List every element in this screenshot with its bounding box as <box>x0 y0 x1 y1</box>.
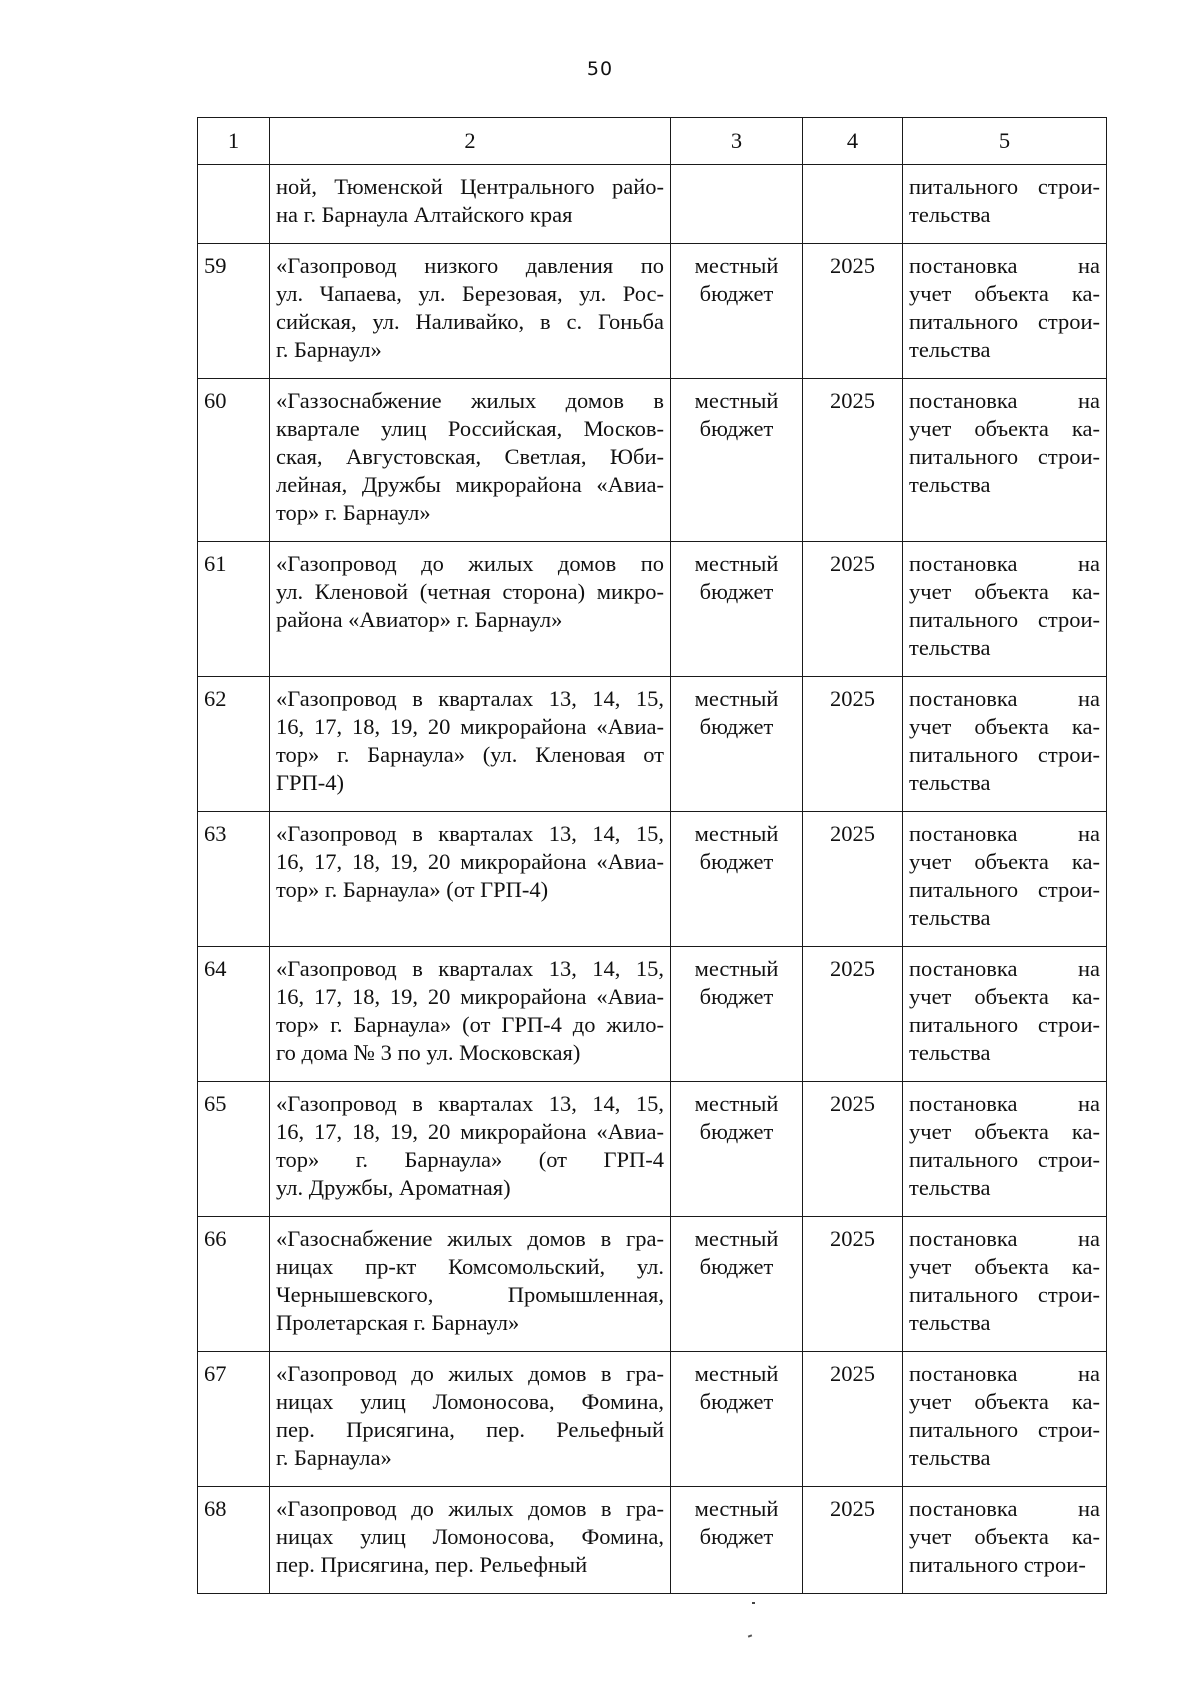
table-row <box>198 1487 1107 1594</box>
cell-line: тельства <box>909 337 991 362</box>
cell-line: тельства <box>909 905 991 930</box>
cell-line: ул. Кленовой (четная сторона) микро- <box>276 579 664 604</box>
cell-line: пер. Присягина, пер. Рельефный <box>276 1552 588 1577</box>
cell-line: ГРП-4) <box>276 770 345 795</box>
cell-line: бюджет <box>699 416 774 441</box>
row-number: 65 <box>198 1082 270 1217</box>
cell-line: «Газопровод до жилых домов по <box>276 551 664 576</box>
expected-result <box>903 379 1107 542</box>
funding-source <box>671 1352 803 1487</box>
expected-result <box>903 1487 1107 1594</box>
cell-line: питального строи- <box>909 877 1100 902</box>
cell-line: учет объекта ка- <box>909 984 1100 1009</box>
cell-line: постановка на <box>909 1226 1100 1251</box>
cell-line: бюджет <box>699 849 774 874</box>
cell-line: тор» г. Барнаула» (от ГРП-4 до жило- <box>276 1012 664 1037</box>
cell-line: на г. Барнаула Алтайского края <box>276 202 573 227</box>
cell-line: учет объекта ка- <box>909 714 1100 739</box>
cell-line: ул. Дружбы, Ароматная) <box>276 1175 511 1200</box>
table-row <box>198 244 1107 379</box>
cell-line: «Газопровод в кварталах 13, 14, 15, <box>276 956 664 981</box>
cell-line: питального строи- <box>909 607 1100 632</box>
expected-result <box>903 244 1107 379</box>
expected-result <box>903 677 1107 812</box>
cell-line: учет объекта ка- <box>909 1389 1100 1414</box>
cell-line: местный <box>694 1226 779 1251</box>
cell-line: питального строи- <box>909 742 1100 767</box>
cell-line: «Газзоснабжение жилых домов в <box>276 388 664 413</box>
row-number: 60 <box>198 379 270 542</box>
cell-line: «Газопровод до жилых домов в гра- <box>276 1361 664 1386</box>
cell-line: бюджет <box>699 281 774 306</box>
object-description <box>270 244 671 379</box>
cell-line: постановка на <box>909 1091 1100 1116</box>
cell-line: «Газопровод низкого давления по <box>276 253 664 278</box>
expected-result <box>903 542 1107 677</box>
cell-line: учет объекта ка- <box>909 1524 1100 1549</box>
cell-line: бюджет <box>699 714 774 739</box>
row-number: 66 <box>198 1217 270 1352</box>
funding-source <box>671 812 803 947</box>
cell-line: местный <box>694 821 779 846</box>
cell-line: 16, 17, 18, 19, 20 микрорайона «Авиа- <box>276 1119 664 1144</box>
object-description <box>270 1082 671 1217</box>
table-row <box>198 1217 1107 1352</box>
object-description <box>270 379 671 542</box>
object-description <box>270 1352 671 1487</box>
expected-result <box>903 947 1107 1082</box>
cell-line: «Газопровод в кварталах 13, 14, 15, <box>276 1091 664 1116</box>
table-row <box>198 165 1107 244</box>
object-description <box>270 1487 671 1594</box>
cell-line: постановка на <box>909 253 1100 278</box>
expected-result <box>903 165 1107 244</box>
object-description <box>270 812 671 947</box>
funding-source <box>671 677 803 812</box>
expected-result <box>903 1217 1107 1352</box>
cell-line: бюджет <box>699 1524 774 1549</box>
completion-year: 2025 <box>803 244 903 379</box>
cell-line: тельства <box>909 635 991 660</box>
cell-line: местный <box>694 686 779 711</box>
table-row <box>198 812 1107 947</box>
cell-line: г. Барнаул» <box>276 337 382 362</box>
cell-line: тельства <box>909 1310 991 1335</box>
cell-line: питального строи- <box>909 1417 1100 1442</box>
cell-line: бюджет <box>699 984 774 1009</box>
completion-year: 2025 <box>803 1487 903 1594</box>
table-row <box>198 542 1107 677</box>
cell-line: местный <box>694 388 779 413</box>
cell-line: питального строи- <box>909 174 1100 199</box>
cell-line: го дома № 3 по ул. Московская) <box>276 1040 581 1065</box>
funding-source <box>671 1487 803 1594</box>
cell-line: ницах пр-кт Комсомольский, ул. <box>276 1254 664 1279</box>
cell-line: тор» г. Барнаула» (от ГРП-4 <box>276 1147 664 1172</box>
funding-source <box>671 244 803 379</box>
funding-source <box>671 1082 803 1217</box>
funding-source <box>671 1217 803 1352</box>
cell-line: местный <box>694 956 779 981</box>
header-col-5: 5 <box>903 118 1107 165</box>
cell-line: тор» г. Барнаула» (ул. Кленовая от <box>276 742 664 767</box>
cell-line: учет объекта ка- <box>909 1254 1100 1279</box>
cell-line: местный <box>694 1496 779 1521</box>
cell-line: «Газопровод до жилых домов в гра- <box>276 1496 664 1521</box>
cell-line: ская, Августовская, Светлая, Юби- <box>276 444 664 469</box>
expected-result <box>903 812 1107 947</box>
object-description <box>270 542 671 677</box>
row-number: 63 <box>198 812 270 947</box>
row-number <box>198 165 270 244</box>
cell-line: питального строи- <box>909 1282 1100 1307</box>
cell-line: местный <box>694 1361 779 1386</box>
cell-line: тельства <box>909 1445 991 1470</box>
cell-line: Пролетарская г. Барнаул» <box>276 1310 520 1335</box>
page-number: 50 <box>586 58 614 80</box>
cell-line: постановка на <box>909 1496 1100 1521</box>
scan-speck <box>752 1602 755 1604</box>
row-number: 68 <box>198 1487 270 1594</box>
cell-line: бюджет <box>699 579 774 604</box>
cell-line: Чернышевского, Промышленная, <box>276 1282 664 1307</box>
cell-line: 16, 17, 18, 19, 20 микрорайона «Авиа- <box>276 714 664 739</box>
cell-line: квартале улиц Российская, Москов- <box>276 416 664 441</box>
cell-line: питального строи- <box>909 1552 1086 1577</box>
cell-line: лейная, Дружбы микрорайона «Авиа- <box>276 472 664 497</box>
cell-line: питального строи- <box>909 309 1100 334</box>
cell-line: учет объекта ка- <box>909 579 1100 604</box>
cell-line: постановка на <box>909 551 1100 576</box>
table-row <box>198 677 1107 812</box>
cell-line: 16, 17, 18, 19, 20 микрорайона «Авиа- <box>276 984 664 1009</box>
cell-line: постановка на <box>909 388 1100 413</box>
completion-year: 2025 <box>803 542 903 677</box>
cell-line: местный <box>694 551 779 576</box>
cell-line: тельства <box>909 770 991 795</box>
funding-source <box>671 947 803 1082</box>
row-number: 61 <box>198 542 270 677</box>
cell-line: питального строи- <box>909 444 1100 469</box>
cell-line: местный <box>694 1091 779 1116</box>
cell-line: г. Барнаула» <box>276 1445 392 1470</box>
cell-line: постановка на <box>909 1361 1100 1386</box>
funding-source <box>671 165 803 244</box>
table-row <box>198 1082 1107 1217</box>
cell-line: учет объекта ка- <box>909 1119 1100 1144</box>
header-col-3: 3 <box>671 118 803 165</box>
funding-source <box>671 542 803 677</box>
cell-line: ницах улиц Ломоносова, Фомина, <box>276 1524 664 1549</box>
row-number: 67 <box>198 1352 270 1487</box>
cell-line: ной, Тюменской Центрального райо- <box>276 174 664 199</box>
completion-year: 2025 <box>803 1217 903 1352</box>
cell-line: тор» г. Барнаула» (от ГРП-4) <box>276 877 549 902</box>
expected-result <box>903 1352 1107 1487</box>
cell-line: «Газопровод в кварталах 13, 14, 15, <box>276 821 664 846</box>
cell-line: учет объекта ка- <box>909 849 1100 874</box>
cell-line: 16, 17, 18, 19, 20 микрорайона «Авиа- <box>276 849 664 874</box>
cell-line: ул. Чапаева, ул. Березовая, ул. Рос- <box>276 281 664 306</box>
cell-line: питального строи- <box>909 1012 1100 1037</box>
cell-line: бюджет <box>699 1254 774 1279</box>
expected-result <box>903 1082 1107 1217</box>
table-row <box>198 1352 1107 1487</box>
row-number: 59 <box>198 244 270 379</box>
completion-year: 2025 <box>803 677 903 812</box>
cell-line: учет объекта ка- <box>909 281 1100 306</box>
funding-source <box>671 379 803 542</box>
header-col-4: 4 <box>803 118 903 165</box>
cell-line: питального строи- <box>909 1147 1100 1172</box>
row-number: 62 <box>198 677 270 812</box>
cell-line: местный <box>694 253 779 278</box>
object-description <box>270 677 671 812</box>
program-table <box>197 117 1107 1594</box>
completion-year: 2025 <box>803 812 903 947</box>
scan-speck <box>748 1634 752 1637</box>
cell-line: бюджет <box>699 1119 774 1144</box>
table-row <box>198 379 1107 542</box>
cell-line: постановка на <box>909 956 1100 981</box>
table-row <box>198 947 1107 1082</box>
cell-line: «Газопровод в кварталах 13, 14, 15, <box>276 686 664 711</box>
header-col-2: 2 <box>270 118 671 165</box>
completion-year: 2025 <box>803 379 903 542</box>
completion-year: 2025 <box>803 947 903 1082</box>
cell-line: тор» г. Барнаул» <box>276 500 431 525</box>
object-description <box>270 165 671 244</box>
object-description <box>270 947 671 1082</box>
completion-year: 2025 <box>803 1082 903 1217</box>
row-number: 64 <box>198 947 270 1082</box>
cell-line: ницах улиц Ломоносова, Фомина, <box>276 1389 664 1414</box>
cell-line: учет объекта ка- <box>909 416 1100 441</box>
cell-line: «Газоснабжение жилых домов в гра- <box>276 1226 664 1251</box>
header-col-1: 1 <box>198 118 270 165</box>
cell-line: тельства <box>909 1040 991 1065</box>
cell-line: бюджет <box>699 1389 774 1414</box>
cell-line: пер. Присягина, пер. Рельефный <box>276 1417 664 1442</box>
table-header-row <box>198 118 1107 165</box>
cell-line: постановка на <box>909 686 1100 711</box>
cell-line: тельства <box>909 1175 991 1200</box>
object-description <box>270 1217 671 1352</box>
cell-line: тельства <box>909 202 991 227</box>
table-body <box>198 118 1107 1594</box>
cell-line: постановка на <box>909 821 1100 846</box>
cell-line: района «Авиатор» г. Барнаул» <box>276 607 563 632</box>
completion-year: 2025 <box>803 1352 903 1487</box>
cell-line: тельства <box>909 472 991 497</box>
completion-year <box>803 165 903 244</box>
cell-line: сийская, ул. Наливайко, в с. Гоньба <box>276 309 664 334</box>
